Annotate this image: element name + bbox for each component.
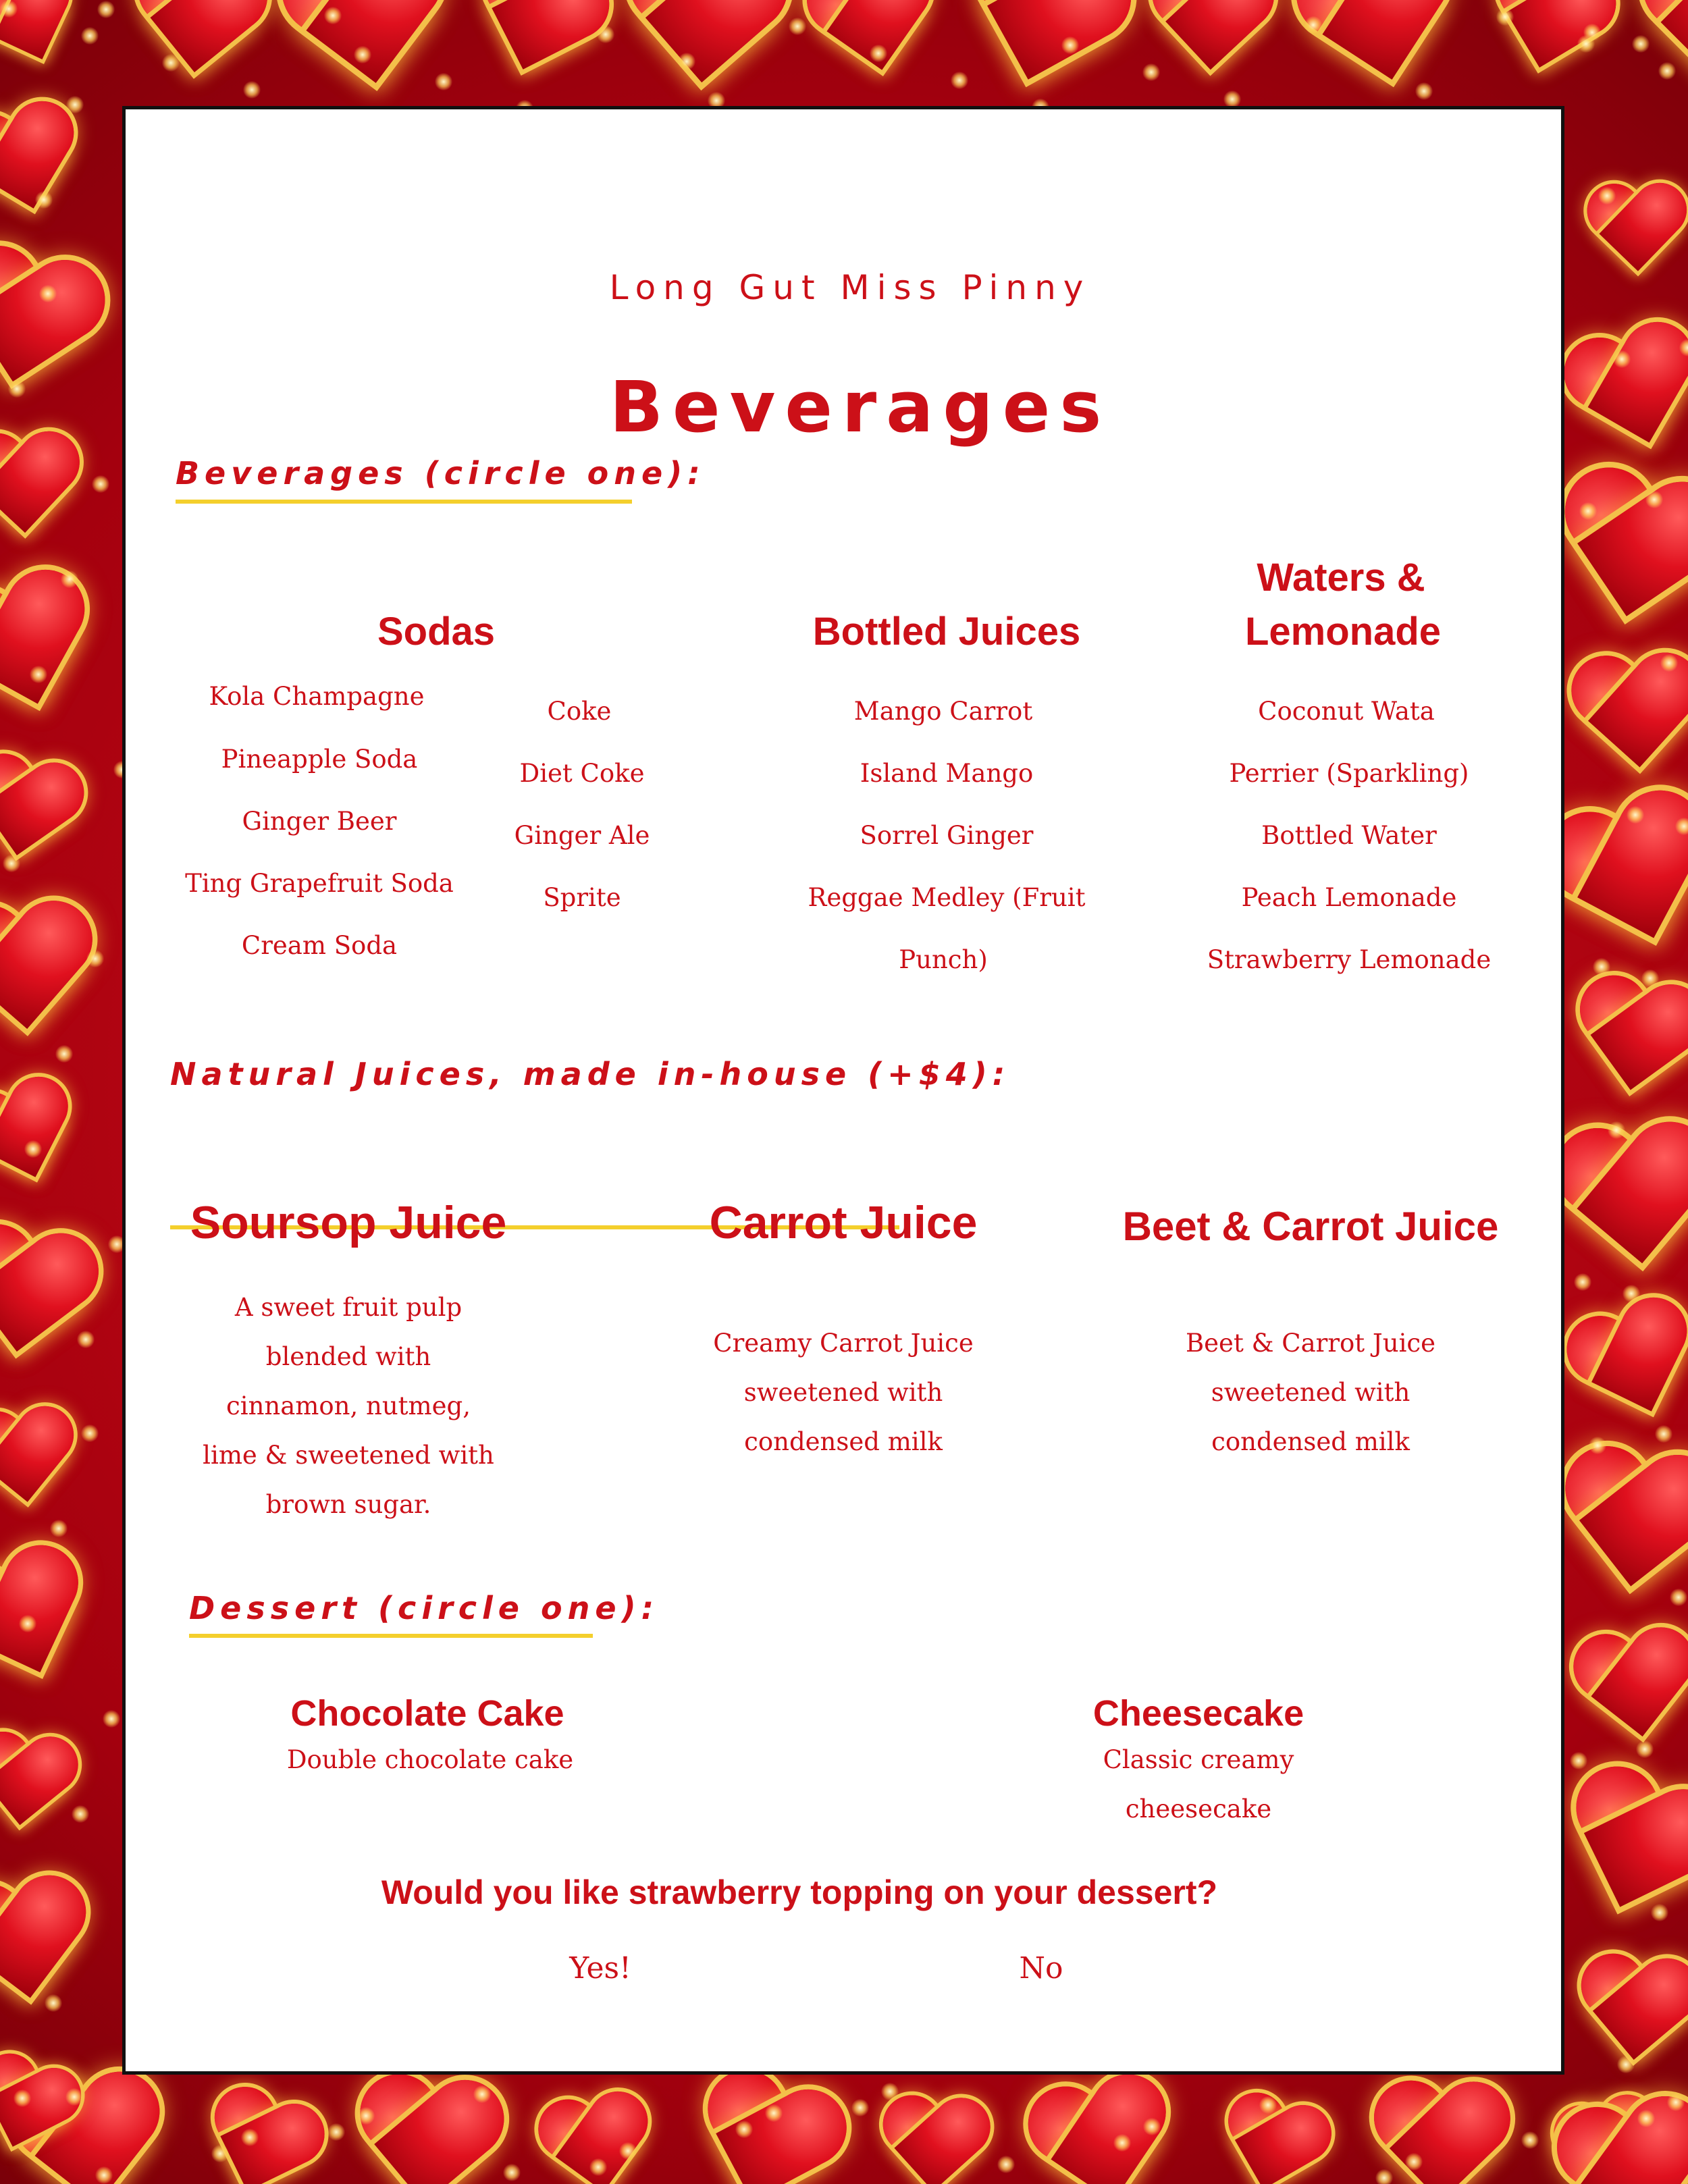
sparkle-icon <box>61 570 78 588</box>
soursop-juice-desc-line: cinnamon, nutmeg, <box>226 1391 471 1420</box>
sparkle-icon <box>589 2158 607 2176</box>
heart-icon <box>184 2079 337 2184</box>
sparkle-icon <box>1598 187 1616 205</box>
sparkle-icon <box>35 191 53 209</box>
heart-icon <box>1560 971 1688 1121</box>
sparkle-icon <box>1660 654 1678 672</box>
sparkle-icon <box>95 2166 113 2184</box>
sparkle-icon <box>473 2085 491 2103</box>
soda-item: Pineapple Soda <box>221 745 418 774</box>
heart-icon <box>1564 653 1688 793</box>
soda-item: Ting Grapefruit Soda <box>185 869 454 898</box>
soursop-juice-desc-line: brown sugar. <box>265 1490 431 1519</box>
sparkle-icon <box>327 2123 345 2141</box>
water-lemonade-item: Bottled Water <box>1261 821 1437 850</box>
sparkle-icon <box>354 46 371 63</box>
water-lemonade-item: Peach Lemonade <box>1241 883 1457 912</box>
sparkle-icon <box>1623 1285 1640 1302</box>
page-title: Beverages <box>609 366 1111 448</box>
sparkle-icon <box>14 2089 31 2107</box>
sparkle-icon <box>997 2156 1015 2173</box>
soursop-juice-title: Soursop Juice <box>190 1197 507 1248</box>
bottled-juice-item: Reggae Medley (Fruit <box>808 883 1086 912</box>
sparkle-icon <box>435 73 452 90</box>
sparkle-icon <box>503 2164 521 2181</box>
heart-icon <box>0 1535 118 1720</box>
sparkle-icon <box>597 26 614 43</box>
cheesecake-title: Cheesecake <box>1092 1693 1304 1734</box>
sparkle-icon <box>951 72 968 89</box>
soda-item: Kola Champagne <box>209 682 425 711</box>
soda-item: Ginger Beer <box>242 807 397 836</box>
sparkle-icon <box>1259 2096 1277 2114</box>
soursop-juice-desc-line: blended with <box>265 1342 431 1371</box>
heart-icon <box>0 561 120 749</box>
carrot-juice-title: Carrot Juice <box>709 1197 978 1248</box>
waters-lemonade-title-line2: Lemonade <box>1244 610 1442 654</box>
sparkle-icon <box>81 27 99 45</box>
sparkle-icon <box>1375 2169 1393 2184</box>
sparkle-icon <box>45 1994 62 2012</box>
water-lemonade-item: Strawberry Lemonade <box>1207 945 1492 974</box>
sparkle-icon <box>92 475 109 493</box>
sparkle-icon <box>1651 1904 1668 1921</box>
sparkle-icon <box>678 53 695 70</box>
sparkle-icon <box>65 2088 83 2106</box>
sparkle-icon <box>1405 2153 1423 2170</box>
sparkle-icon <box>1613 350 1631 368</box>
sparkle-icon <box>1415 82 1433 100</box>
sparkle-icon <box>50 1520 68 1537</box>
bottled-juice-item: Mango Carrot <box>853 697 1033 726</box>
sparkle-icon <box>357 2107 375 2125</box>
heart-icon <box>0 900 106 1057</box>
sparkle-icon <box>881 2083 899 2100</box>
heart-icon <box>0 432 87 554</box>
sparkle-icon <box>1521 2131 1539 2149</box>
sparkle-icon <box>1637 2110 1655 2127</box>
sparkle-icon <box>211 2145 229 2162</box>
soursop-juice-desc-line: lime & sweetened with <box>203 1441 494 1470</box>
sparkle-icon <box>1589 1437 1606 1454</box>
heart-icon <box>1552 315 1688 482</box>
sparkle-icon <box>1655 1425 1672 1443</box>
sparkle-icon <box>24 1140 42 1158</box>
sparkle-icon <box>162 54 180 72</box>
heart-icon <box>1546 2092 1688 2184</box>
sparkle-icon <box>1617 2056 1635 2073</box>
heart-icon <box>0 95 99 242</box>
heart-icon <box>1367 2082 1516 2184</box>
sparkle-icon <box>243 81 261 99</box>
carrot-juice-desc-line: sweetened with <box>743 1378 943 1407</box>
sparkle-icon <box>1061 36 1079 54</box>
menu-panel <box>122 106 1564 2075</box>
sparkle-icon <box>1496 8 1514 26</box>
sparkle-icon <box>55 1045 73 1063</box>
topping-question: Would you like strawberry topping on your dessert? <box>381 1873 1218 1911</box>
bottled-juice-item: Island Mango <box>860 759 1034 788</box>
heart-icon <box>1546 1120 1688 1296</box>
heart-icon <box>874 2096 997 2184</box>
heart-icon <box>451 0 623 111</box>
sparkle-icon <box>1645 491 1663 508</box>
carrot-juice-desc-line: Creamy Carrot Juice <box>713 1329 974 1358</box>
dessert-heading-underline <box>189 1634 593 1638</box>
heart-icon <box>0 1221 109 1385</box>
sparkle-icon <box>1579 502 1597 520</box>
brand-name: Long Gut Miss Pinny <box>609 268 1091 307</box>
sparkle-icon <box>86 950 104 967</box>
sparkle-icon <box>66 96 84 113</box>
sparkle-icon <box>1113 2134 1131 2152</box>
sparkle-icon <box>765 2104 783 2122</box>
sparkle-icon <box>1574 1273 1591 1291</box>
heart-icon <box>672 2062 861 2184</box>
heart-icon <box>614 0 797 115</box>
natural-juices-section-heading: Natural Juices, made in-house (+$4): <box>170 1056 1011 1092</box>
soda-item: Diet Coke <box>519 759 645 788</box>
sparkle-icon <box>735 2121 753 2138</box>
dessert-section-heading: Dessert (circle one): <box>189 1590 659 1626</box>
sparkle-icon <box>851 2099 869 2116</box>
sparkle-icon <box>241 2129 259 2146</box>
chocolate-cake-title: Chocolate Cake <box>290 1693 564 1734</box>
sparkle-icon <box>1670 1589 1687 1606</box>
sparkle-icon <box>1304 16 1322 34</box>
bottled-juice-item: Sorrel Ginger <box>860 821 1034 850</box>
sparkle-icon <box>3 855 20 872</box>
water-lemonade-item: Coconut Wata <box>1258 697 1435 726</box>
sparkle-icon <box>39 285 57 302</box>
beet-carrot-juice-desc-line: Beet & Carrot Juice <box>1185 1329 1436 1358</box>
sparkle-icon <box>1627 806 1644 824</box>
heart-icon <box>1144 0 1280 92</box>
sparkle-icon <box>1632 35 1650 53</box>
soursop-juice-desc-line: A sweet fruit pulp <box>234 1293 463 1322</box>
sparkle-icon <box>1636 1740 1654 1758</box>
sparkle-icon <box>1608 1121 1625 1139</box>
cheesecake-desc-line: cheesecake <box>1125 1794 1272 1823</box>
sparkle-icon <box>789 18 806 35</box>
sparkle-icon <box>1667 2094 1685 2111</box>
sparkle-icon <box>1675 818 1688 835</box>
beet-carrot-juice-desc-line: condensed milk <box>1211 1427 1410 1456</box>
sparkle-icon <box>81 1424 99 1442</box>
sparkle-icon <box>19 1615 36 1632</box>
water-lemonade-item: Perrier (Sparkling) <box>1229 759 1469 788</box>
sparkle-icon <box>1641 969 1659 987</box>
sparkle-icon <box>0 0 18 18</box>
sparkle-icon <box>72 1805 89 1823</box>
sparkle-icon <box>1143 2118 1161 2135</box>
soda-item: Cream Soda <box>241 931 398 960</box>
chocolate-cake-desc: Double chocolate cake <box>286 1745 574 1774</box>
beverages-section-heading: Beverages (circle one): <box>176 455 706 491</box>
heart-icon <box>1472 0 1627 102</box>
soda-item: Sprite <box>543 883 621 912</box>
sparkle-icon <box>30 666 47 683</box>
sparkle-icon <box>1583 24 1601 41</box>
sparkle-icon <box>619 2142 637 2160</box>
sparkle-icon <box>1142 63 1160 81</box>
sparkle-icon <box>1570 1752 1587 1769</box>
heart-icon <box>1017 2069 1192 2184</box>
topping-no-option[interactable]: No <box>1019 1951 1063 1986</box>
sparkle-icon <box>1658 62 1676 80</box>
sparkle-icon <box>8 380 26 398</box>
beverages-heading-underline <box>176 500 632 504</box>
heart-icon <box>0 1730 85 1848</box>
sodas-title: Sodas <box>377 610 496 654</box>
sparkle-icon <box>77 1331 95 1348</box>
sparkle-icon <box>324 7 342 24</box>
heart-icon <box>0 1069 97 1213</box>
cheesecake-desc-line: Classic creamy <box>1103 1745 1294 1774</box>
sparkle-icon <box>870 45 887 62</box>
beet-carrot-juice-title: Beet & Carrot Juice <box>1122 1204 1499 1249</box>
waters-lemonade-title-line1: Waters & <box>1257 556 1425 600</box>
heart-icon <box>1565 1625 1688 1764</box>
sparkle-icon <box>97 1 115 18</box>
sparkle-icon <box>103 1710 120 1728</box>
heart-icon <box>1545 1443 1688 1622</box>
soda-item: Ginger Ale <box>514 821 650 850</box>
heart-icon <box>1583 184 1688 289</box>
topping-yes-option[interactable]: Yes! <box>569 1951 631 1986</box>
sparkle-icon <box>1593 958 1610 976</box>
beet-carrot-juice-desc-line: sweetened with <box>1211 1378 1410 1407</box>
heart-icon <box>0 1405 86 1526</box>
bottled-juice-item: Punch) <box>899 945 988 974</box>
bottled-juices-title: Bottled Juices <box>812 610 1081 654</box>
soda-item: Coke <box>547 697 612 726</box>
carrot-juice-desc-line: condensed milk <box>744 1427 943 1456</box>
heart-icon <box>1637 0 1688 105</box>
